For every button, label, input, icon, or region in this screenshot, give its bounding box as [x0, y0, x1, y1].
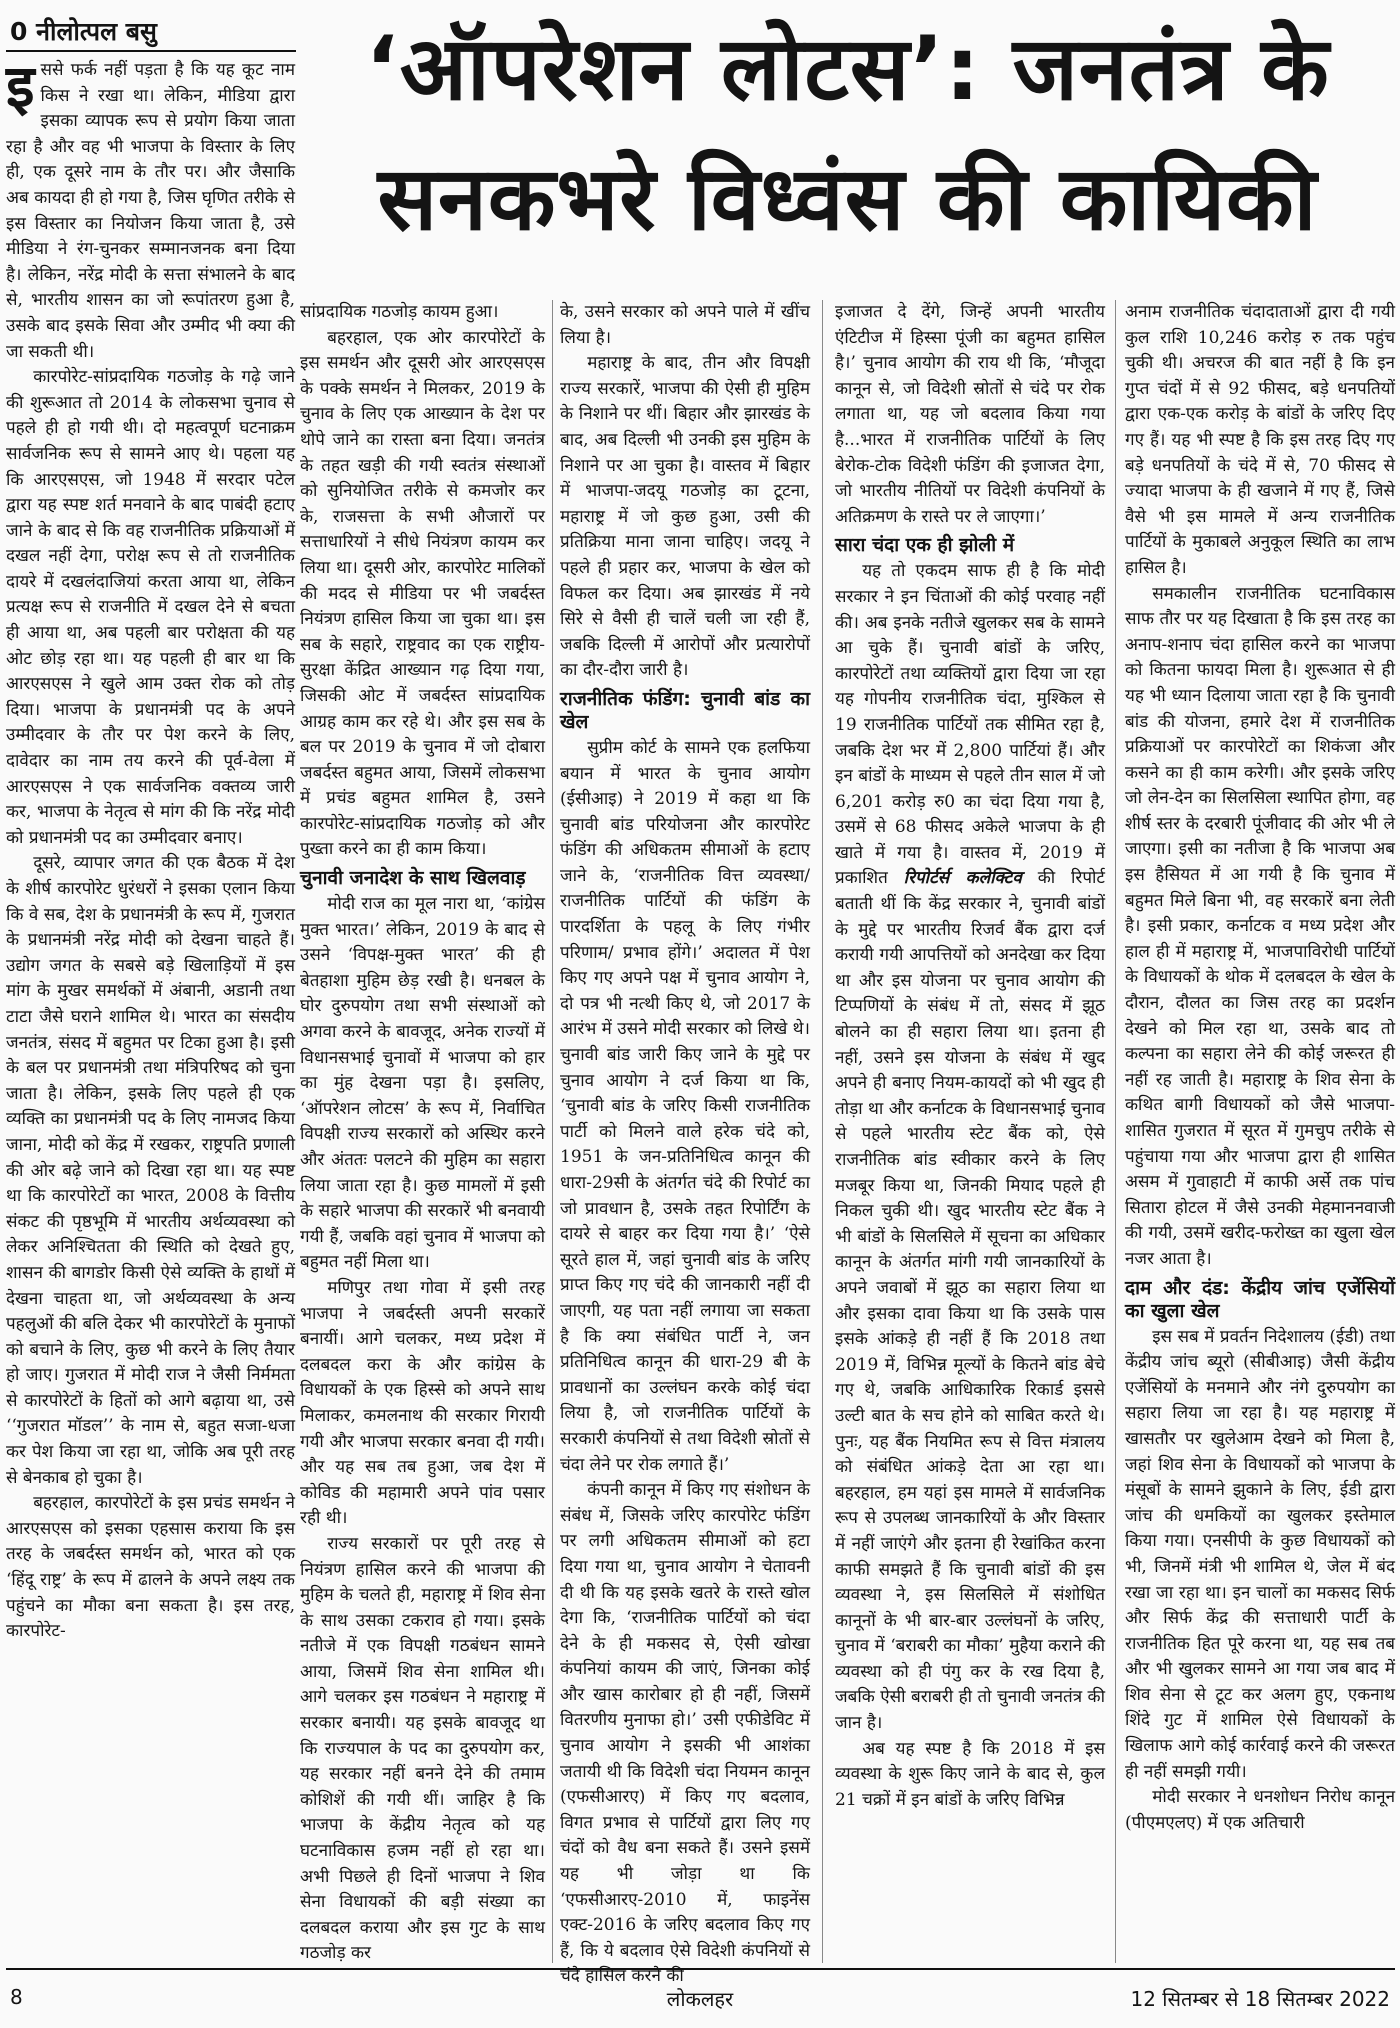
article-column-4 [835, 300, 1105, 1963]
paragraph: समकालीन राजनीतिक घटनाविकास साफ तौर पर यह दिखाता है कि इस तरह का अनाप-शनाप चंदा हासिल करने का भाजपा को कितना फायदा मिला है। शुरूआत से ही यह भी ध्यान दिलाया जाता रहा है कि चुनावी बांड की योजना, हमारे देश में राजनीतिक प्रक्रियाओं पर कारपोरेटों का शिकंजा और कसने का ही काम करेगी। और इसके जरिए जो लेन-देन का सिलसिला स्थापित होगा, वह शीर्ष स्तर के दरबारी पूंजीवाद की ओर भी ले जाएगा। इसी का नतीजा है कि भाजपा अब इस हैसियत में आ गयी है कि चुनाव में बहुमत मिले बिना भी, वह सरकारें बना लेती है। इसी प्रकार, कर्नाटक व मध्य प्रदेश और हाल ही में महाराष्ट्र में, भाजपाविरोधी पार्टियों के विधायकों के थोक में दलबदल के खेल के दौरान, दौलत का जिस तरह का प्रदर्शन देखने को मिल रहा था, उसके बाद तो कल्पना का सहारा लेने की कोई जरूरत ही नहीं रह जाती है। महाराष्ट्र के शिव सेना के कथित बागी विधायकों को जैसे भाजपा-शासित गुजरात में सूरत में गुमचुप तरीके से पहुंचाया गया और भाजपा द्वारा ही शासित असम में गुवाहाटी में काफी अर्से तक पांच सितारा होटल में जैसे उनकी मेहमाननवाजी की गयी, उसमें खरीद-फरोख्त का खुला खेल नजर आता है। [1125, 583, 1395, 1269]
paragraph: इजाजत दे देंगे, जिन्हें अपनी भारतीय एंटिटीज में हिस्सा पूंजी का बहुमत हासिल है।’ चुनाव आयोग की राय थी कि, ‘मौजूदा कानून से, जो विदेशी स्रोतों से चंदे पर रोक लगाता था, यह जो बदलाव किया गया है...भारत में राजनीतिक पार्टियों के लिए बेरोक-टोक विदेशी फंडिंग की इजाजत देगा, जो भारतीय नीतियों पर विदेशी कंपनियों के अतिक्रमण के रास्ते पर ले जाएगा।’ [835, 302, 1105, 527]
column-divider [1115, 300, 1116, 1963]
column-divider [552, 300, 553, 1963]
subheading: चुनावी जनादेश के साथ खिलवाड़ [300, 867, 526, 890]
paragraph: कारपोरेट-सांप्रदायिक गठजोड़ के गढ़े जाने की शुरूआत तो 2014 के लोकसभा चुनाव से पहले ही हो गयी थी। दो महत्वपूर्ण घटनाक्रम सार्वजनिक रूप से सामने आए थे। पहला यह कि आरएसएस, जो 1948 में सरदार पटेल द्वारा यह स्पष्ट शर्त मनवाने के बाद पाबंदी हटाए जाने के बाद से कि वह राजनीतिक प्रक्रियाओं में दखल नहीं देगा, परोक्ष रूप से तो राजनीतिक दायरे में दखलंदाजियां करता आया था, लेकिन प्रत्यक्ष रूप से राजनीति में दखल देने से बचता ही आया था, अब पहली बार परोक्षता की यह ओट छोड़ रहा था। यह पहली ही बार था कि आरएसएस ने खुले आम उक्त रोक को तोड़ दिया। भाजपा के प्रधानमंत्री पद के अपने उम्मीदवार के तौर पर पेश करने के लिए, दावेदार का नाम तय करने की पूर्व-वेला में आरएसएस ने एक सार्वजनिक वक्तव्य जारी कर, भाजपा के नेतृत्व से मांग की कि नरेंद्र मोदी को प्रधानमंत्री पद का उम्मीदवार बनाए। [6, 367, 295, 848]
paragraph: मोदी राज का मूल नारा था, ‘कांग्रेस मुक्त भारत।’ लेकिन, 2019 के बाद से उसने ‘विपक्ष-मुक्त भारत’ की ही बेतहाशा मुहिम छेड़ रखी है। धनबल के घोर दुरुपयोग तथा सभी संस्थाओं को अगवा करने के बावजूद, अनेक राज्यों में विधानसभाई चुनावों में भाजपा को हार का मुंह देखना पड़ा है। इसलिए, ‘ऑपरेशन लोटस’ के रूप में, निर्वाचित विपक्षी राज्य सरकारों को अस्थिर करने और अंततः पलटने की मुहिम का सहारा लिया जाता रहा है। कुछ मामलों में इसी के सहारे भाजपा की सरकारें भी बनवायी गयी हैं, जबकि वहां चुनाव में भाजपा को बहुमत नहीं मिला था। [300, 894, 545, 1273]
paragraph: कंपनी कानून में किए गए संशोधन के संबंध में, जिसके जरिए कारपोरेट फंडिंग पर लगी अधिकतम सीमाओं को हटा दिया गया था, चुनाव आयोग ने चेतावनी दी थी कि यह इसके खतरे के रास्ते खोल देगा कि, ‘राजनीतिक पार्टियों को चंदा देने के ही मकसद से, ऐसी खोखा कंपनियां कायम की जाएं, जिनका कोई और खास कारोबार हो ही नहीं, जिसमें वितरणीय मुनाफा हो।’ उसी एफीडेविट में चुनाव आयोग ने इसकी भी आशंका जतायी थी कि विदेशी चंदा नियमन कानून (एफसीआरए) में किए गए बदलाव, विगत प्रभाव से पार्टियों द्वारा लिए गए चंदों को वैध बना सकते हैं। उसने इसमें यह भी जोड़ा था कि ‘एफसीआरए-2010 में, फाइनेंस एक्ट-2016 के जरिए बदलाव किए गए हैं, कि ये बदलाव ऐसे विदेशी कंपनियों से चंदे हासिल करने की [560, 1480, 810, 1987]
article-column-2 [300, 300, 545, 1963]
publication-name-footer: लोकलहर [666, 1987, 734, 2011]
paragraph: मणिपुर तथा गोवा में इसी तरह भाजपा ने जबर्दस्ती अपनी सरकारें बनायीं। आगे चलकर, मध्य प्रदेश में दलबदल करा के और कांग्रेस के विधायकों के एक हिस्से को अपने साथ मिलाकर, कमलनाथ की सरकार गिरायी गयी और भाजपा सरकार बनवा दी गयी। और यह सब तब हुआ, जब देश में कोविड की महामारी अपने पांव पसार रही थी। [300, 1277, 545, 1529]
lead-paragraph [6, 52, 295, 365]
subheading: सारा चंदा एक ही झोली में [835, 534, 1015, 557]
paragraph: इस सब में प्रवर्तन निदेशालय (ईडी) तथा केंद्रीय जांच ब्यूरो (सीबीआइ) जैसी केंद्रीय एजेंसियों के मनमाने और नंगे दुरुपयोग का सहारा लिया जा रहा है। यह महाराष्ट्र में खासतौर पर खुलेआम देखने को मिला है, जहां शिव सेना के विधायकों को भाजपा के मंसूबों के सामने झुकाने के लिए, ईडी द्वारा जांच की धमकियों का खुलकर इस्तेमाल किया गया। एनसीपी के कुछ विधायकों को भी, जिनमें मंत्री भी शामिल थे, जेल में बंद रखा जा रहा था। इन चालों का मकसद सिर्फ और सिर्फ केंद्र की सत्ताधारी पार्टी के राजनीतिक हित पूरे करना था, यह सब तब और भी खुलकर सामने आ गया जब बाद में शिव सेना से टूट कर अलग हुए, एकनाथ शिंदे गुट में शामिल ऐसे विधायकों के खिलाफ आगे कोई कार्रवाई करने की जरूरत ही नहीं समझी गयी। [1125, 1326, 1395, 1782]
paragraph: मोदी सरकार ने धनशोधन निरोध कानून (पीएमएलए) में एक अतिचारी [1125, 1787, 1395, 1833]
paragraph: महाराष्ट्र के बाद, तीन और विपक्षी राज्य सरकारें, भाजपा की ऐसी ही मुहिम के निशाने पर थीं। बिहार और झारखंड के बाद, अब दिल्ली भी उनकी इस मुहिम के निशाने पर आ चुका है। वास्तव में बिहार में भाजपा-जदयू गठजोड़ का टूटना, महाराष्ट्र में जो कुछ हुआ, उसी की प्रतिक्रिया माना जाना चाहिए। जदयू ने पहले ही प्रहार कर, भाजपा के खेल को विफल कर दिया। अब झारखंड में नये सिरे से वैसी ही चालें चली जा रही हैं, जबकि दिल्ली में आरोपों और प्रत्यारोपों का दौर-दौरा जारी है। [560, 353, 810, 681]
paragraph: अनाम राजनीतिक चंदादाताओं द्वारा दी गयी कुल राशि 10,246 करोड़ रु तक पहुंच चुकी थी। अचरज की बात नहीं है कि इन गुप्त चंदों में से 92 फीसद, बड़े धनपतियों द्वारा एक-एक करोड़ के बांडों के जरिए दिए गए हैं। यह भी स्पष्ट है कि इस तरह दिए गए बड़े धनपतियों के चंदे में से, 70 फीसद से ज्यादा भाजपा के ही खजाने में गए हैं, जिसे वैसे भी इस मामले में अन्य राजनीतिक पार्टियों के मुकाबले अनुकूल स्थिति का लाभ हासिल है। [1125, 302, 1395, 578]
paragraph: बहरहाल, कारपोरेटों के इस प्रचंड समर्थन ने आरएसएस को इसका एहसास कराया कि इस तरह के जबर्दस्त समर्थन को, भारत को एक ‘हिंदू राष्ट्र’ के रूप में ढालने के अपने लक्ष्य तक पहुंचने का मौका बना सकता है। इस तरह, कारपोरेट- [6, 1493, 295, 1642]
paragraph: के, उसने सरकार को अपने पाले में खींच लिया है। [560, 302, 810, 348]
byline: 0 नीलोत्पल बसु [10, 17, 157, 46]
article-column-5 [1125, 300, 1395, 1963]
column-divider [822, 300, 823, 1963]
publication-name: रिपोर्टर्स कलेक्टिव [903, 868, 1022, 889]
drop-cap: इ [6, 52, 35, 120]
paragraph-text: यह तो एकदम साफ ही है कि मोदी सरकार ने इन चिंताओं की कोई परवाह नहीं की। अब इनके नतीजे खुलकर सब के सामने आ चुके हैं। चुनावी बांडों के जरिए, कारपोरेटों तथा व्यक्तियों द्वारा दिया जा रहा यह गोपनीय राजनीतिक चंदा, मुश्किल से 19 राजनीतिक पार्टियों तक सीमित रहा है, जबकि देश भर में 2,800 पार्टियां हैं। और इन बांडों के माध्यम से पहले तीन साल में जो 6,201 करोड़ रु0 का चंदा दिया गया है, उसमें से 68 फीसद अकेले भाजपा के ही खाते में गया है। वास्तव में, 2019 में प्रकाशित [835, 561, 1105, 889]
issue-date-range: 12 सितम्बर से 18 सितम्बर 2022 [1130, 1987, 1390, 2011]
byline-rule [6, 50, 296, 52]
paragraph: दूसरे, व्यापार जगत की एक बैठक में देश के शीर्ष कारपोरेट धुरंधरों ने इसका एलान किया कि वे सब, देश के प्रधानमंत्री के रूप में, गुजरात के प्रधानमंत्री नरेंद्र मोदी को देखना चाहते हैं। उद्योग जगत के सबसे बड़े खिलाड़ियों में इस मांग के मुखर समर्थकों में अंबानी, अडानी तथा टाटा जैसे घराने शामिल थे। भारत का संसदीय जनतंत्र, संसद में बहुमत पर टिका हुआ है। इसी के बल पर प्रधानमंत्री तथा मंत्रिपरिषद को चुना जाता है। लेकिन, इसके लिए पहले ही एक व्यक्ति का प्रधानमंत्री पद के लिए नामजद किया जाना, मोदी को केंद्र में रखकर, राष्ट्रपति प्रणाली की ओर बढ़े जाने को दिखा रहा था। यह स्पष्ट था कि कारपोरेटों का भारत, 2008 के वित्तीय संकट की पृष्ठभूमि में भारतीय अर्थव्यवस्था को लेकर अनिश्चितता की स्थिति को देखते हुए, शासन की बागडोर किसी ऐसे व्यक्ति के हाथों में देखना चाहता था, जो अर्थव्यवस्था के अन्य पहलुओं की बलि देकर भी कारपोरेटों के मुनाफों को बचाने के लिए, कुछ भी करने के लिए तैयार हो जाए। गुजरात में मोदी राज ने जैसी निर्ममता से कारपोरेटों के हितों को आगे बढ़ाया था, उसे ‘‘गुजरात मॉडल’’ के नाम से, बहुत सजा-धजा कर पेश किया जा रहा था, जोकि अब पूरी तरह से बेनकाब हो चुका है। [6, 853, 295, 1488]
paragraph: सुप्रीम कोर्ट के सामने एक हलफिया बयान में भारत के चुनाव आयोग (ईसीआइ) ने 2019 में कहा था कि चुनावी बांड परियोजना और कारपोरेट फंडिंग की अधिकतम सीमाओं के हटाए जाने के, ‘राजनीतिक वित्त व्यवस्था/ राजनीतिक पार्टियों की फंडिंग के पारदर्शिता के पहलू के लिए गंभीर परिणाम/ प्रभाव होंगे।’ अदालत में पेश किए गए अपने पक्ष में चुनाव आयोग ने, दो पत्र भी नत्थी किए थे, जो 2017 के आरंभ में उसने मोदी सरकार को लिखे थे। चुनावी बांड जारी किए जाने के मुद्दे पर चुनाव आयोग ने दर्ज किया था कि, ‘चुनावी बांड के जरिए किसी राजनीतिक पार्टी को मिलने वाले हरेक चंदे को, 1951 के जन-प्रतिनिधित्व कानून की धारा-29सी के अंतर्गत चंदे की रिपोर्ट का जो प्रावधान है, उसके तहत रिपोर्टिंग के दायरे से बाहर कर दिया गया है।’ ‘ऐसे सूरते हाल में, जहां चुनावी बांड के जरिए प्राप्त किए गए चंदे की जानकारी नहीं दी जाएगी, यह पता नहीं लगाया जा सकता है कि क्या संबंधित पार्टी ने, जन प्रतिनिधित्व कानून की धारा-29 बी के प्रावधानों का उल्लंघन करके कोई चंदा लिया है, जो राजनीतिक पार्टियों के सरकारी कंपनियों से तथा विदेशी स्रोतों से चंदा लेने पर रोक लगाते हैं।’ [560, 737, 810, 1475]
headline: ‘ऑपरेशन लोटस’: जनतंत्र के सनकभरे विध्वंस की कायिकी [365, 17, 1330, 250]
paragraph: अब यह स्पष्ट है कि 2018 में इस व्यवस्था के शुरू किए जाने के बाद से, कुल 21 चक्रों में इन बांडों के जरिए विभिन्न [835, 1738, 1105, 1810]
paragraph: सांप्रदायिक गठजोड़ कायम हुआ। [300, 302, 499, 322]
subheading: दाम और दंड: केंद्रीय जांच एजेंसियों का खुला खेल [1125, 1276, 1395, 1322]
paragraph [835, 559, 1105, 1736]
paragraph: बहरहाल, एक ओर कारपोरेटों के इस समर्थन और दूसरी ओर आरएसएस के पक्के समर्थन ने मिलकर, 2019 के चुनाव के लिए एक आख्यान के देश पर थोपे जाने का रास्ता बना दिया। जनतंत्र के तहत खड़ी की गयी स्वतंत्र संस्थाओं को सुनियोजित तरीके से कमजोर कर के, राजसत्ता के सभी औजारों पर सत्ताधारियों ने सीधे नियंत्रण कायम कर लिया था। दूसरी ओर, कारपोरेट मालिकों की मदद से मीडिया पर भी जबर्दस्त नियंत्रण हासिल किया जा चुका था। इस सब के सहारे, राष्ट्रवाद का एक राष्ट्रीय-सुरक्षा केंद्रित आख्यान गढ़ दिया गया, जिसकी ओट में जबर्दस्त सांप्रदायिक आग्रह काम कर रहे थे। और इस सब के बल पर 2019 के चुनाव में जो दोबारा जबर्दस्त बहुमत आया, जिसमें लोकसभा में प्रचंड बहुमत शामिल है, उसने कारपोरेट-सांप्रदायिक गठजोड़ को और पुख्ता करने का ही काम किया। [300, 327, 545, 860]
page-number: 8 [10, 1985, 23, 2009]
article-column-3 [560, 300, 810, 1987]
paragraph: राज्य सरकारों पर पूरी तरह से नियंत्रण हासिल करने की भाजपा की मुहिम के चलते ही, महाराष्ट्र में शिव सेना के साथ उसका टकराव हो गया। इसके नतीजे में एक विपक्षी गठबंधन सामने आया, जिसमें शिव सेना शामिल थी। आगे चलकर इस गठबंधन ने महाराष्ट्र में सरकार बनायी। यह इसके बावजूद था कि राज्यपाल के पद का दुरुपयोग कर, यह सरकार नहीं बनने देने की तमाम कोशिशें की गयी थीं। जाहिर है कि भाजपा के केंद्रीय नेतृत्व को यह घटनाविकास हजम नहीं हो रहा था। अभी पिछले ही दिनों भाजपा ने शिव सेना विधायकों की बड़ी संख्या का दलबदल कराया और इस गुट के साथ गठजोड़ कर [300, 1533, 545, 1964]
footer-rule [6, 1968, 1395, 1970]
paragraph-text: ससे फर्क नहीं पड़ता है कि यह कूट नाम किस ने रखा था। लेकिन, मीडिया द्वारा इसका व्यापक रूप से प्रयोग किया जाता रहा है और वह भी भाजपा के विस्तार के लिए ही, एक दूसरे नाम के तौर पर। और जैसाकि अब कायदा ही हो गया है, जिस घृणित तरीके से इस विस्तार का नियोजन किया जाता है, उसे मीडिया ने रंग-चुनकर सम्मानजनक बना दिया है। लेकिन, नरेंद्र मोदी के सत्ता संभालने के बाद से, भारतीय शासन का जो रूपांतरण हुआ है, उसके बाद इसके सिवा और उम्मीद भी क्या की जा सकती थी। [6, 60, 295, 362]
paragraph-text: की रिपोर्ट बताती थीं कि केंद्र सरकार ने, चुनावी बांडों के मुद्दे पर भारतीय रिजर्व बैंक द्वारा दर्ज करायी गयी आपत्तियों को अनदेखा कर दिया था और इस योजना पर चुनाव आयोग की टिप्पणियों के संबंध में तो, संसद में झूठ बोलने का ही सहारा लिया था। इतना ही नहीं, उसने इस योजना के संबंध में खुद अपने ही बनाए नियम-कायदों को भी खुद ही तोड़ा था और कर्नाटक के विधानसभाई चुनाव से पहले भारतीय स्टेट बैंक को, ऐसे राजनीतिक बांड स्वीकार करने के लिए मजबूर किया था, जिनकी मियाद पहले ही निकल चुकी थी। खुद भारतीय स्टेट बैंक ने भी बांडों के सिलसिले में सूचना का अधिकार कानून के अंतर्गत मांगी गयी जानकारियों के अपने जवाबों में झूठ का सहारा लिया था और इसका दावा किया था कि उसके पास इसके आंकड़े ही नहीं हैं कि 2018 तथा 2019 में, विभिन्न मूल्यों के कितने बांड बेचे गए थे, जबकि आधिकारिक रिकार्ड इससे उल्टी बात के सच होने को साबित करते थे। पुनः, यह बैंक नियमित रूप से वित्त मंत्रालय को संबंधित आंकड़े देता आ रहा था। बहरहाल, हम यहां इस मामले में सार्वजनिक रूप से उपलब्ध जानकारियों के और विस्तार में नहीं जाएंगे और इतना ही रेखांकित करना काफी समझते हैं कि चुनावी बांडों की इस व्यवस्था ने, इस सिलसिले में संशोधित कानूनों के भी बार-बार उल्लंघनों के जरिए, चुनाव में ‘बराबरी का मौका’ मुहैया कराने की व्यवस्था को ही पंगु कर के रख दिया है, जबकि ऐसी बराबरी ही तो चुनावी जनतंत्र की जान है। [835, 868, 1105, 1734]
article-column-1 [6, 52, 295, 1963]
subheading: राजनीतिक फंडिंग: चुनावी बांड का खेल [560, 687, 810, 733]
